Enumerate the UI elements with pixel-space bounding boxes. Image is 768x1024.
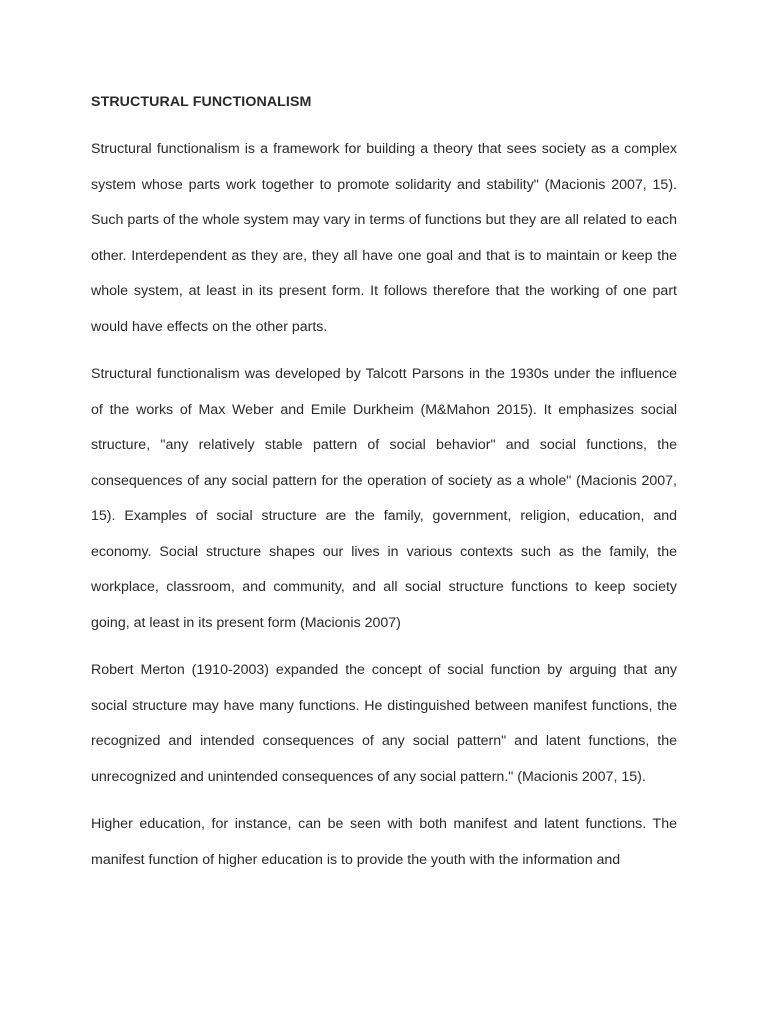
paragraph-higher-education: Higher education, for instance, can be seen with both manifest and latent functions. The manifest function of higher education is to provide the youth with the information and	[91, 816, 677, 868]
paragraph-definition: Structural functionalism is a framework for building a theory that sees society as a complex system whose parts work together to promote solidarity and stability" (Macionis 2007, 15). Such parts of the whole system may vary in terms of functions but they are all related to each other. Interdependent as they are, they all have one goal and that is to maintain or keep the whole system, at least in its present form. It follows therefore that the working of one part would have effects on the other parts.	[91, 141, 677, 335]
paragraph-merton: Robert Merton (1910-2003) expanded the concept of social function by arguing that any social structure may have many functions. He distinguished between manifest functions, the recognized and intended consequences of any social pattern" and latent functions, the unrecognized and unintended consequences of any social pattern." (Macionis 2007, 15).	[91, 662, 677, 785]
paragraph-history: Structural functionalism was developed by Talcott Parsons in the 1930s under the influence of the works of Max Weber and Emile Durkheim (M&Mahon 2015). It emphasizes social structure, "any relatively stable pattern of social behavior" and social functions, the consequences of any social pattern for the operation of society as a whole" (Macionis 2007, 15). Examples of social structure are the family, government, religion, education, and economy. Social structure shapes our lives in various contexts such as the family, the workplace, classroom, and community, and all social structure functions to keep society going, at least in its present form (Macionis 2007)	[91, 366, 677, 631]
document-body	[91, 92, 677, 892]
document-title: STRUCTURAL FUNCTIONALISM	[91, 94, 312, 110]
